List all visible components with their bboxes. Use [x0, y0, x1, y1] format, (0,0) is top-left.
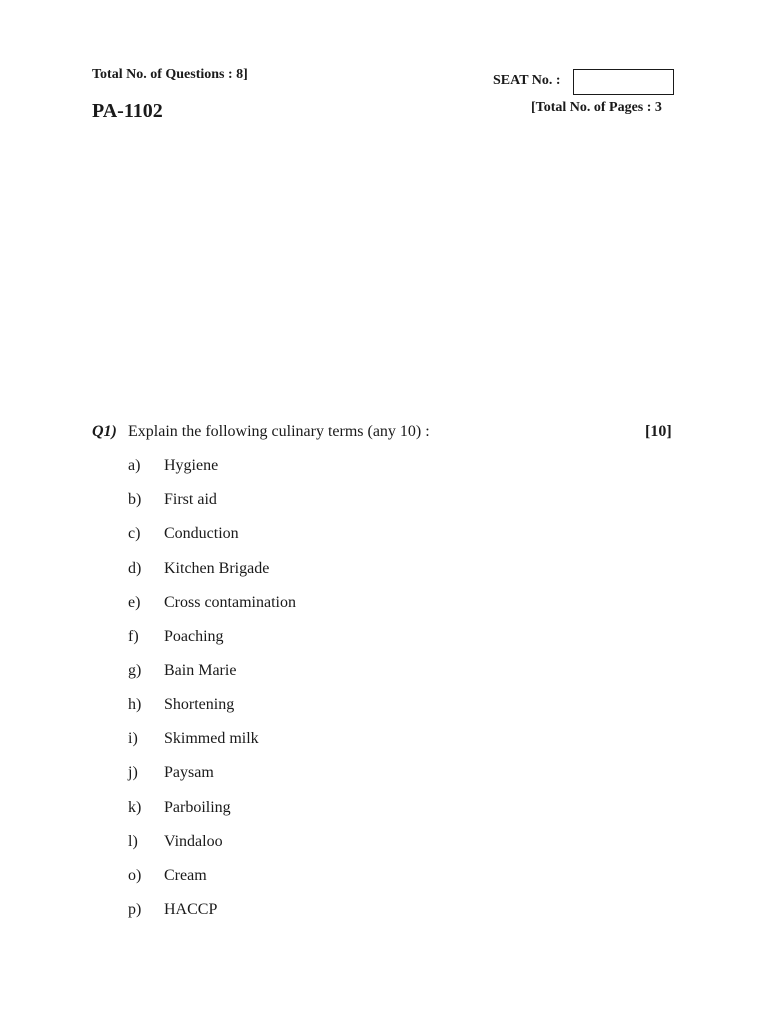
item-letter: f) — [128, 628, 139, 645]
item-letter: l) — [128, 833, 138, 850]
list-item — [0, 730, 768, 754]
question-text: Explain the following culinary terms (any 10) : — [128, 423, 430, 440]
question-number: Q1) — [92, 423, 117, 440]
list-item — [0, 594, 768, 618]
total-pages: [Total No. of Pages : 3 — [531, 100, 662, 115]
total-questions: Total No. of Questions : 8] — [92, 67, 248, 82]
list-item — [0, 560, 768, 584]
item-term: Poaching — [164, 628, 224, 645]
question-marks: [10] — [645, 423, 672, 440]
item-term: Vindaloo — [164, 833, 223, 850]
item-term: Bain Marie — [164, 662, 237, 679]
item-term: Parboiling — [164, 799, 231, 816]
item-term: Conduction — [164, 525, 239, 542]
list-item — [0, 764, 768, 788]
list-item — [0, 867, 768, 891]
item-letter: j) — [128, 764, 138, 781]
paper-code: PA-1102 — [92, 100, 163, 122]
list-item — [0, 901, 768, 925]
item-term: HACCP — [164, 901, 218, 918]
seat-number-box — [573, 69, 674, 95]
item-letter: d) — [128, 560, 142, 577]
item-letter: o) — [128, 867, 142, 884]
item-letter: i) — [128, 730, 138, 747]
item-term: Cross contamination — [164, 594, 296, 611]
list-item — [0, 525, 768, 549]
item-letter: h) — [128, 696, 142, 713]
seat-number-label: SEAT No. : — [493, 73, 561, 88]
item-letter: g) — [128, 662, 142, 679]
item-term: First aid — [164, 491, 217, 508]
item-term: Paysam — [164, 764, 214, 781]
list-item — [0, 799, 768, 823]
item-letter: c) — [128, 525, 141, 542]
item-letter: p) — [128, 901, 142, 918]
item-term: Shortening — [164, 696, 235, 713]
item-term: Kitchen Brigade — [164, 560, 270, 577]
item-letter: e) — [128, 594, 141, 611]
item-letter: k) — [128, 799, 142, 816]
list-item — [0, 696, 768, 720]
item-letter: a) — [128, 457, 141, 474]
list-item — [0, 491, 768, 515]
item-term: Hygiene — [164, 457, 219, 474]
item-letter: b) — [128, 491, 142, 508]
list-item — [0, 662, 768, 686]
list-item — [0, 457, 768, 481]
list-item — [0, 833, 768, 857]
item-term: Skimmed milk — [164, 730, 259, 747]
list-item — [0, 628, 768, 652]
item-term: Cream — [164, 867, 207, 884]
